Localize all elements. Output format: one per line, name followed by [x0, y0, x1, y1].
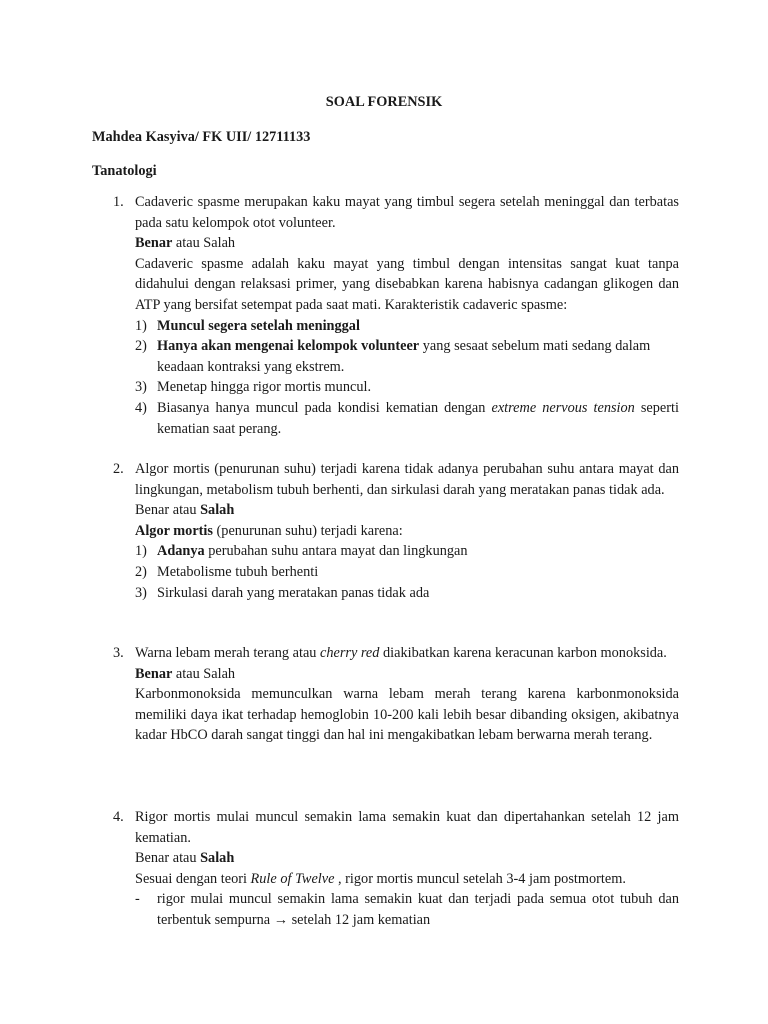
answer-true: Benar [135, 665, 173, 682]
answer-false: Salah [200, 850, 235, 867]
explanation-rest: (penurunan suhu) terjadi karena: [212, 522, 403, 539]
explanation-start: Sesuai dengan teori [135, 870, 251, 887]
answer-false: Salah [200, 502, 235, 519]
explanation-text: Cadaveric spasme adalah kaku mayat yang timbul dengan intensitas sangat kuat tanpa didahului dengan relaksasi primer, yang disebabkan karena habisnya cadangan glikogen dan ATP yang bersifat setempat pada saat mati. Karakteristik cadaveric spasme: [135, 255, 679, 313]
question-4 [113, 807, 679, 931]
document-title: SOAL FORENSIK [325, 94, 443, 110]
answer-false: Salah [203, 235, 236, 252]
list-marker: 1) [135, 543, 147, 560]
explanation-bold: Algor mortis [135, 522, 213, 539]
question-number: 4. [113, 809, 124, 825]
answer-false: Salah [203, 665, 236, 682]
question-number: 3. [113, 645, 124, 661]
explanation-text [135, 521, 679, 542]
question-2 [113, 459, 679, 603]
author-line: Mahdea Kasyiva/ FK UII/ 12711133 [92, 129, 311, 145]
list-marker: 1) [135, 317, 147, 334]
answer-separator: atau [172, 502, 197, 519]
question-text-end: diakibatkan karena keracunan karbon monoksida. [379, 645, 667, 661]
list-item [135, 541, 679, 562]
question-1 [113, 192, 679, 439]
question-text-start: Warna lebam merah terang atau [135, 645, 321, 661]
answer-line [135, 233, 679, 254]
list-item [135, 583, 679, 604]
question-text: Algor mortis (penurunan suhu) terjadi karena tidak adanya perubahan suhu antara mayat dan lingkungan, metabolism tubuh berhenti, dan sirkulasi darah yang meratakan panas tidak ada. [135, 461, 679, 498]
question-text: Cadaveric spasme merupakan kaku mayat yang timbul segera setelah meninggal dan terbatas pada satu kelompok otot volunteer. [135, 194, 679, 231]
answer-line [135, 500, 679, 521]
bullet-text-end: setelah 12 jam kematian [291, 911, 431, 928]
list-item-italic: extreme nervous tension [491, 399, 635, 416]
answer-true: Benar [135, 235, 173, 252]
question-number: 2. [113, 461, 124, 477]
list-item-bold: Adanya [157, 543, 205, 560]
list-item-text: Menetap hingga rigor mortis muncul. [157, 379, 372, 396]
answer-true: Benar [135, 850, 170, 867]
question-text: Rigor mortis mulai muncul semakin lama semakin kuat dan dipertahankan setelah 12 jam kematian. [135, 809, 679, 846]
explanation-text [135, 869, 679, 890]
arrow-icon: → [273, 911, 289, 928]
bullet-marker: - [135, 891, 140, 908]
explanation-italic: Rule of Twelve [250, 870, 335, 887]
list-item-text: Sirkulasi darah yang meratakan panas tidak ada [157, 584, 430, 601]
list-item [135, 562, 679, 583]
answer-line [135, 848, 679, 869]
explanation-end: , rigor mortis muncul setelah 3-4 jam postmortem. [334, 870, 626, 887]
section-heading: Tanatologi [92, 163, 157, 179]
question-text [135, 643, 679, 664]
list-item [135, 398, 679, 439]
bullet-item [135, 889, 679, 930]
answer-separator: atau [172, 850, 197, 867]
answer-separator: atau [175, 665, 200, 682]
list-item-text-end: seperti kematian saat perang. [157, 399, 679, 437]
list-item [135, 377, 679, 398]
answer-separator: atau [175, 235, 200, 252]
list-item-text: yang sesaat sebelum mati sedang dalam keadaan kontraksi yang ekstrem. [157, 338, 651, 375]
list-item-text: Metabolisme tubuh berhenti [157, 563, 319, 580]
list-item [135, 336, 679, 377]
list-marker: 4) [135, 399, 147, 416]
list-marker: 3) [135, 379, 147, 396]
question-text-italic: cherry red [320, 645, 380, 661]
answer-true: Benar [135, 502, 170, 519]
bullet-text: rigor mulai muncul semakin lama semakin kuat dan terjadi pada semua otot tubuh dan terbentuk sempurna [157, 891, 679, 928]
list-marker: 2) [135, 338, 147, 355]
explanation-text: Karbonmonoksida memunculkan warna lebam merah terang karena karbonmonoksida memiliki daya ikat terhadap hemoglobin 10-200 kali lebih besar dibanding oksigen, akibatnya kadar HbCO darah sangat tinggi dan hal ini mengakibatkan lebam berwarna merah terang. [135, 686, 679, 744]
list-item-text: Biasanya hanya muncul pada kondisi kematian dengan [157, 399, 492, 416]
question-3 [113, 643, 679, 746]
question-number: 1. [113, 194, 124, 210]
list-item [135, 316, 679, 337]
list-marker: 3) [135, 584, 147, 601]
list-item-bold: Hanya akan mengenai kelompok volunteer [157, 338, 420, 355]
list-item-bold: Muncul segera setelah meninggal [157, 317, 360, 334]
answer-line [135, 664, 679, 685]
list-marker: 2) [135, 563, 147, 580]
list-item-text: perubahan suhu antara mayat dan lingkungan [204, 543, 468, 560]
